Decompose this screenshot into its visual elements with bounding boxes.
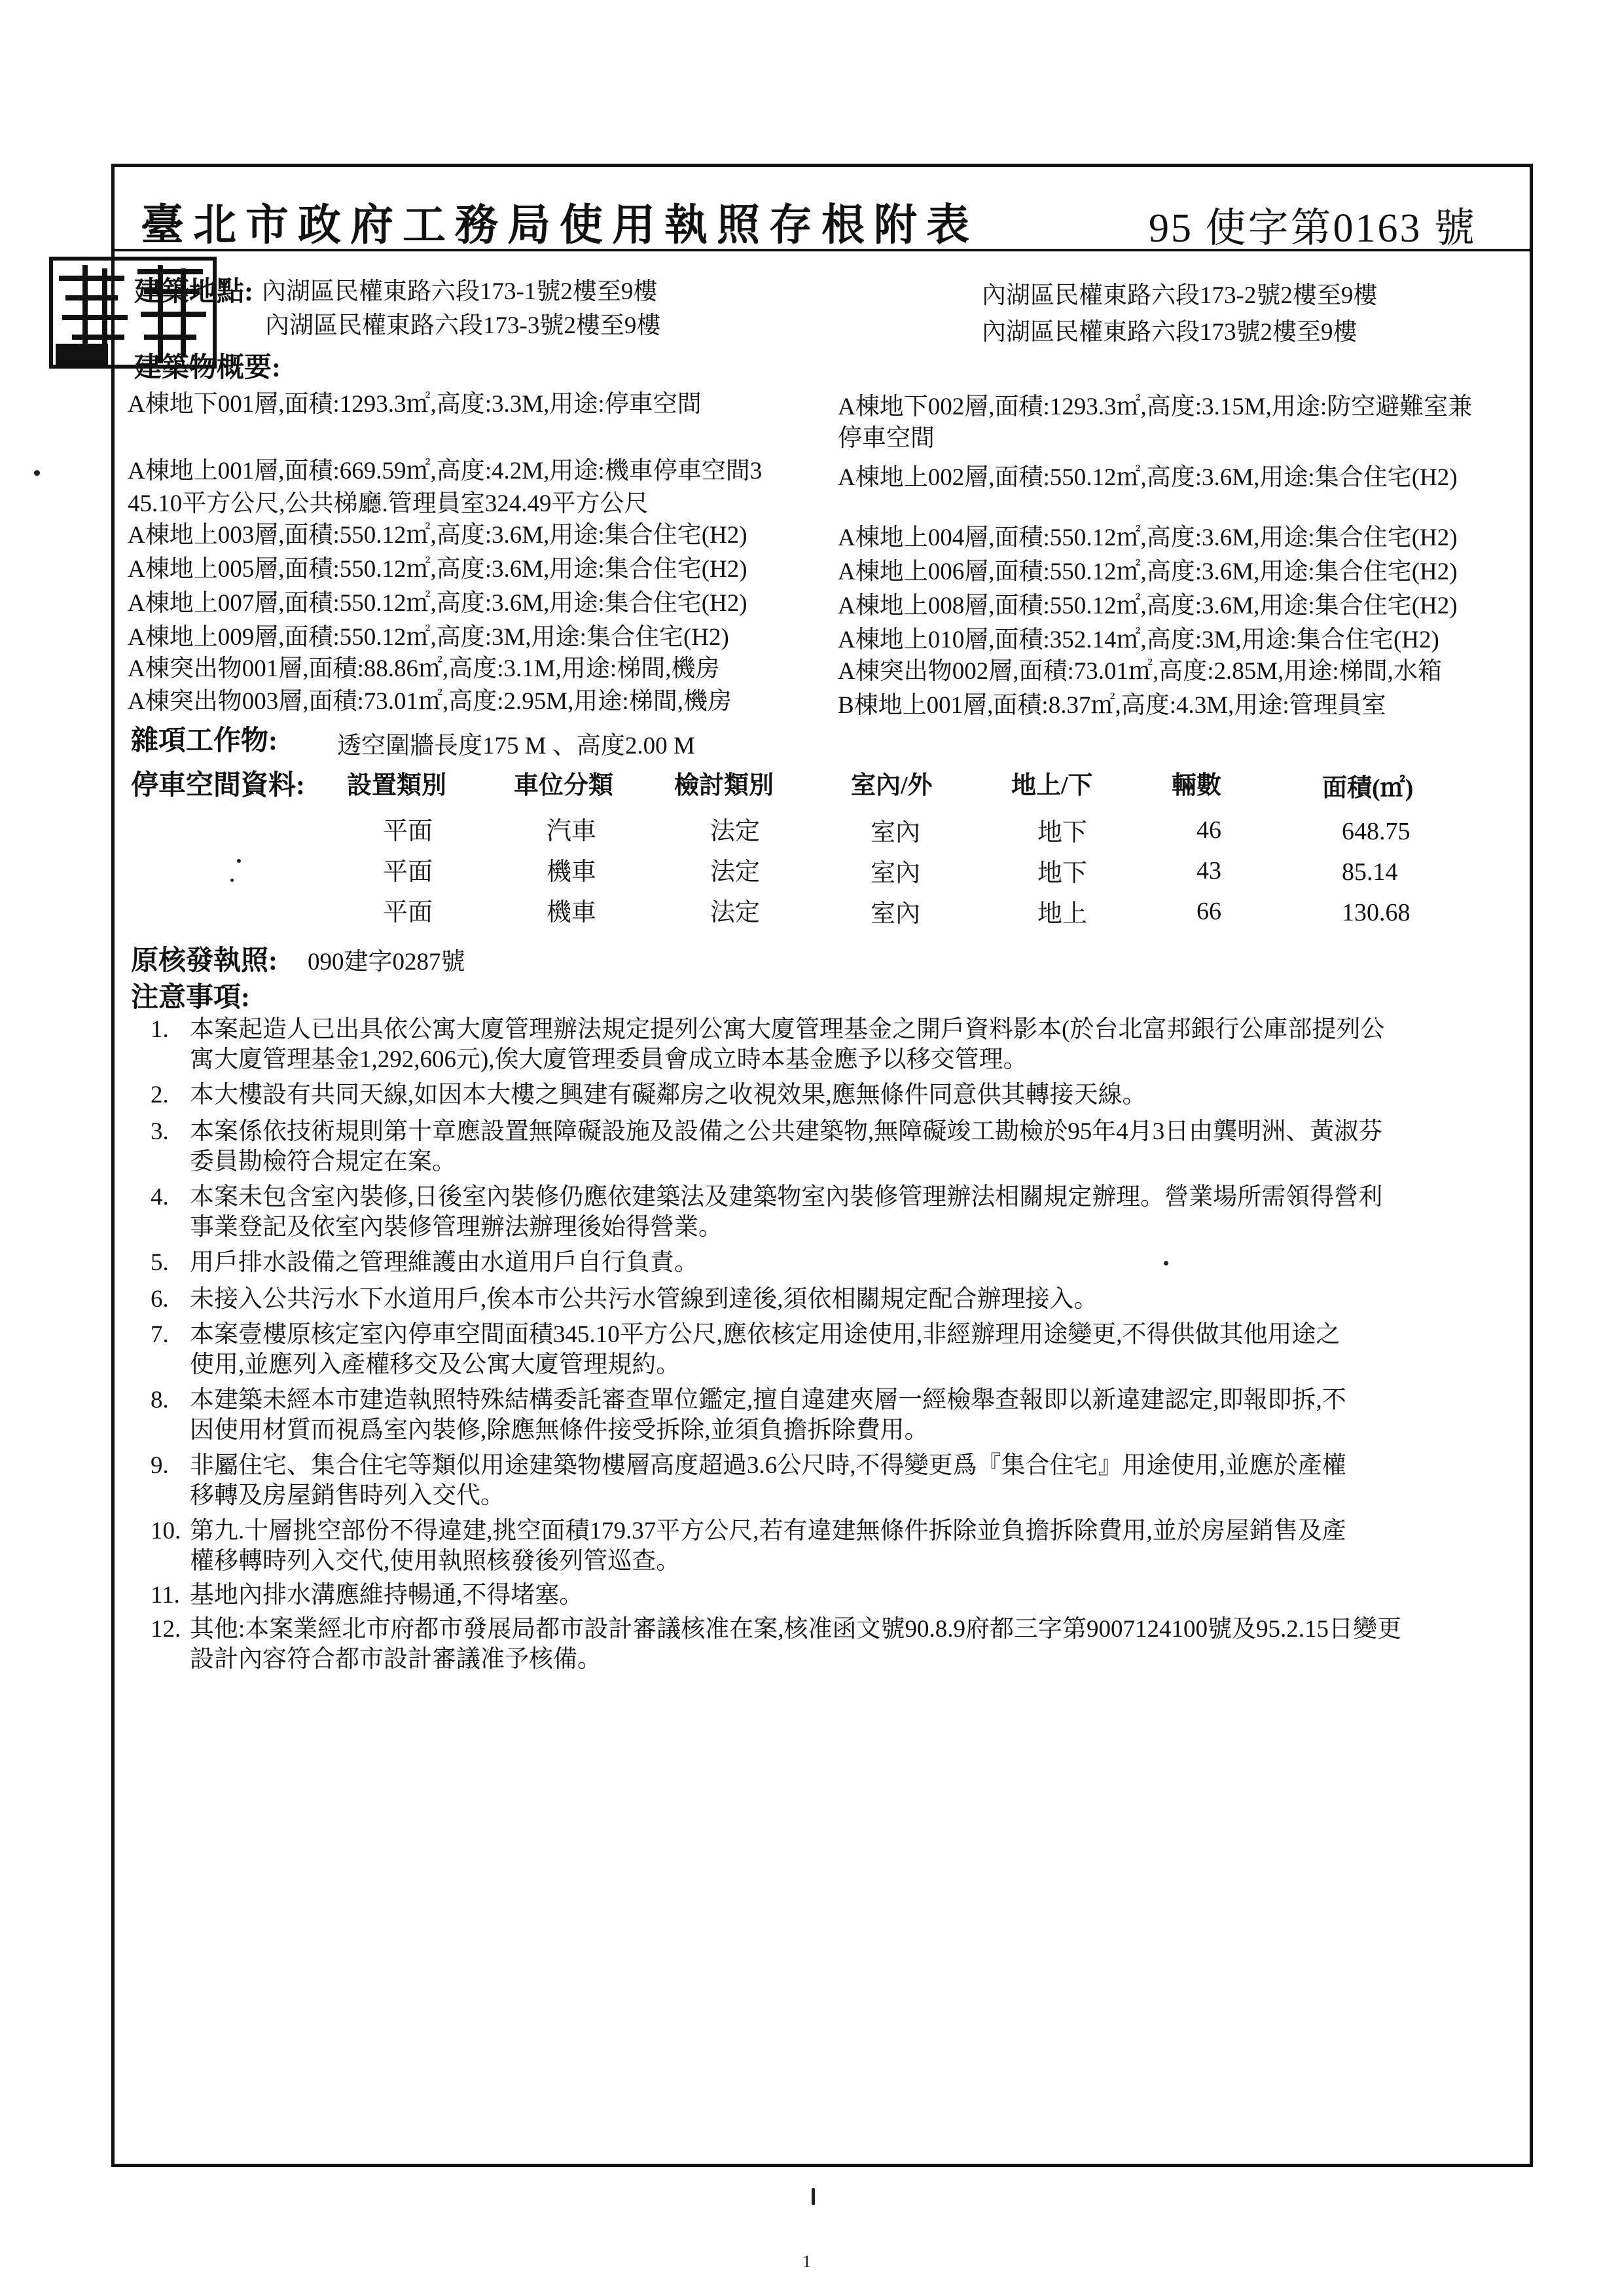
permit-number: 95 使字第0163 號	[1149, 206, 1477, 251]
original-permit-value: 090建字0287號	[308, 949, 465, 975]
parking-row2-c2: 機車	[547, 858, 597, 886]
notes-label: 注意事項:	[131, 983, 250, 1013]
note-line: 權移轉時列入交代,使用執照核發後列管巡查。	[190, 1548, 681, 1575]
parking-header-3: 檢討類別	[674, 772, 774, 799]
overview-left-4: A棟地上003層,面積:550.12㎡,高度:3.6M,用途:集合住宅(H2)	[128, 522, 747, 549]
note-line: 本案起造人已出具依公寓大廈管理辦法規定提列公寓大廈管理基金之開戶資料影本(於台北富邦銀行公庫部提列公	[190, 1016, 1385, 1043]
parking-header-2: 車位分類	[514, 772, 614, 799]
note-number: 9.	[151, 1452, 169, 1479]
address-line-3: 內湖區民權東路六段173-3號2樓至9樓	[265, 312, 661, 339]
note-number: 10.	[151, 1518, 181, 1544]
parking-row2-c3: 法定	[710, 858, 761, 886]
parking-row3-c5: 地上	[1037, 900, 1088, 928]
note-number: 6.	[151, 1286, 169, 1313]
parking-row2-c7: 85.14	[1342, 858, 1398, 886]
note-number: 5.	[151, 1249, 169, 1276]
note-line: 本案壹樓原核定室內停車空間面積345.10平方公尺,應依核定用途使用,非經辦理用途變更,不得供做其他用途之	[190, 1321, 1340, 1348]
parking-row1-c5: 地下	[1037, 819, 1088, 847]
parking-header-7: 面積(㎡)	[1322, 774, 1414, 802]
parking-row3-c1: 平面	[383, 899, 433, 926]
note-line: 基地內排水溝應維持暢通,不得堵塞。	[190, 1582, 584, 1609]
address-line-1: 內湖區民權東路六段173-1號2樓至9樓	[262, 278, 658, 305]
overview-right-6: A棟地上008層,面積:550.12㎡,高度:3.6M,用途:集合住宅(H2)	[838, 592, 1458, 619]
note-line: 移轉及房屋銷售時列入交代。	[190, 1482, 505, 1509]
address-line-4: 內湖區民權東路六段173號2樓至9樓	[982, 319, 1357, 346]
scan-speck	[237, 859, 241, 863]
parking-row1-c1: 平面	[383, 818, 433, 845]
parking-row3-c2: 機車	[547, 899, 597, 926]
note-line: 未接入公共污水下水道用戶,俟本市公共污水管線到達後,須依相關規定配合辦理接入。	[190, 1286, 1098, 1313]
parking-row3-c6: 66	[1196, 898, 1221, 925]
scan-speck	[812, 2188, 815, 2205]
parking-row2-c6: 43	[1196, 857, 1221, 884]
parking-row1-c4: 室內	[871, 819, 921, 847]
page-number: 1	[802, 2252, 811, 2271]
parking-row3-c7: 130.68	[1342, 899, 1411, 926]
note-line: 委員勘檢符合規定在案。	[190, 1148, 456, 1175]
overview-right-3: A棟地上002層,面積:550.12㎡,高度:3.6M,用途:集合住宅(H2)	[838, 464, 1458, 491]
overview-label: 建築物概要:	[134, 353, 281, 383]
overview-right-4: A棟地上004層,面積:550.12㎡,高度:3.6M,用途:集合住宅(H2)	[838, 524, 1458, 551]
overview-right-9: B棟地上001層,面積:8.37㎡,高度:4.3M,用途:管理員室	[838, 692, 1386, 719]
parking-header-4: 室內/外	[851, 772, 933, 799]
overview-left-7: A棟地上009層,面積:550.12㎡,高度:3M,用途:集合住宅(H2)	[128, 624, 729, 651]
parking-row1-c3: 法定	[710, 818, 761, 845]
overview-left-2: A棟地上001層,面積:669.59㎡,高度:4.2M,用途:機車停車空間3	[128, 458, 763, 484]
note-line: 使用,並應列入產權移交及公寓大廈管理規約。	[190, 1351, 681, 1378]
overview-right-7: A棟地上010層,面積:352.14㎡,高度:3M,用途:集合住宅(H2)	[838, 627, 1439, 653]
note-line: 本大樓設有共同天線,如因本大樓之興建有礙鄰房之收視效果,應無條件同意供其轉接天線。	[190, 1082, 1147, 1108]
original-permit-label: 原核發執照:	[131, 946, 278, 976]
note-line: 第九.十層挑空部份不得違建,挑空面積179.37平方公尺,若有違建無條件拆除並負擔拆除費用,並於房屋銷售及產	[190, 1518, 1346, 1544]
misc-value: 透空圍牆長度175 M 、高度2.00 M	[337, 733, 695, 759]
note-number: 8.	[151, 1387, 169, 1413]
parking-row3-c4: 室內	[871, 900, 921, 928]
note-line: 事業登記及依室內裝修管理辦法辦理後始得營業。	[190, 1214, 723, 1241]
parking-row2-c1: 平面	[383, 858, 433, 886]
parking-row1-c6: 46	[1196, 816, 1221, 844]
parking-header-5: 地上/下	[1011, 772, 1093, 799]
document-title: 臺北市政府工務局使用執照存根附表	[141, 199, 979, 250]
note-number: 7.	[151, 1321, 169, 1348]
address-line-2: 內湖區民權東路六段173-2號2樓至9樓	[982, 282, 1378, 309]
overview-right-8: A棟突出物002層,面積:73.01㎡,高度:2.85M,用途:梯間,水箱	[838, 658, 1442, 685]
note-number: 2.	[151, 1082, 169, 1108]
overview-right-5: A棟地上006層,面積:550.12㎡,高度:3.6M,用途:集合住宅(H2)	[838, 558, 1458, 585]
overview-left-6: A棟地上007層,面積:550.12㎡,高度:3.6M,用途:集合住宅(H2)	[128, 590, 747, 617]
note-line: 用戶排水設備之管理維護由水道用戶自行負責。	[190, 1249, 698, 1276]
scan-speck	[230, 879, 234, 882]
overview-left-3: 45.10平方公尺,公共梯廳.管理員室324.49平方公尺	[128, 490, 649, 517]
note-number: 4.	[151, 1184, 169, 1211]
parking-label: 停車空間資料:	[131, 771, 305, 801]
note-number: 3.	[151, 1118, 169, 1145]
misc-label: 雜項工作物:	[131, 726, 278, 756]
note-line: 本案未包含室內裝修,日後室內裝修仍應依建築法及建築物室內裝修管理辦法相關規定辦理。營業場所需領得營利	[190, 1184, 1383, 1211]
note-line: 本建築未經本市建造執照特殊結構委託審查單位鑑定,擅自違建夾層一經檢舉查報即以新違建認定,即報即拆,不	[190, 1387, 1346, 1413]
parking-row1-c7: 648.75	[1342, 818, 1411, 845]
parking-row3-c3: 法定	[710, 899, 761, 926]
overview-right-1: A棟地下002層,面積:1293.3㎡,高度:3.15M,用途:防空避難室兼	[838, 393, 1473, 420]
scan-speck	[34, 470, 40, 476]
note-line: 本案係依技術規則第十章應設置無障礙設施及設備之公共建築物,無障礙竣工勘檢於95年4月3日由龔明洲、黃淑芬	[190, 1118, 1383, 1145]
address-label: 建築地點:	[134, 277, 253, 307]
parking-row2-c4: 室內	[871, 860, 921, 887]
parking-row2-c5: 地下	[1037, 860, 1088, 887]
overview-left-1: A棟地下001層,面積:1293.3㎡,高度:3.3M,用途:停車空間	[128, 391, 702, 418]
note-line: 因使用材質而視爲室內裝修,除應無條件接受拆除,並須負擔拆除費用。	[190, 1417, 929, 1444]
overview-left-5: A棟地上005層,面積:550.12㎡,高度:3.6M,用途:集合住宅(H2)	[128, 556, 747, 583]
overview-left-8: A棟突出物001層,面積:88.86㎡,高度:3.1M,用途:梯間,機房	[128, 655, 720, 682]
scan-speck	[1164, 1261, 1168, 1266]
note-line: 非屬住宅、集合住宅等類似用途建築物樓層高度超過3.6公尺時,不得變更爲『集合住宅』用途使用,並應於產權	[190, 1452, 1346, 1479]
overview-right-2: 停車空間	[838, 425, 935, 452]
note-number: 12.	[151, 1616, 181, 1643]
parking-row1-c2: 汽車	[547, 818, 597, 845]
note-line: 寓大廈管理基金1,292,606元),俟大廈管理委員會成立時本基金應予以移交管理。	[190, 1046, 1028, 1073]
parking-header-1: 設置類別	[347, 772, 447, 799]
note-line: 設計內容符合都市設計審議准予核備。	[190, 1646, 602, 1673]
note-number: 1.	[151, 1016, 169, 1043]
note-number: 11.	[151, 1582, 180, 1609]
parking-header-6: 輛數	[1172, 772, 1222, 799]
overview-left-9: A棟突出物003層,面積:73.01㎡,高度:2.95M,用途:梯間,機房	[128, 688, 732, 715]
note-line: 其他:本案業經北市府都市發展局都市設計審議核准在案,核准函文號90.8.9府都三字第9007124100號及95.2.15日變更	[190, 1616, 1402, 1643]
